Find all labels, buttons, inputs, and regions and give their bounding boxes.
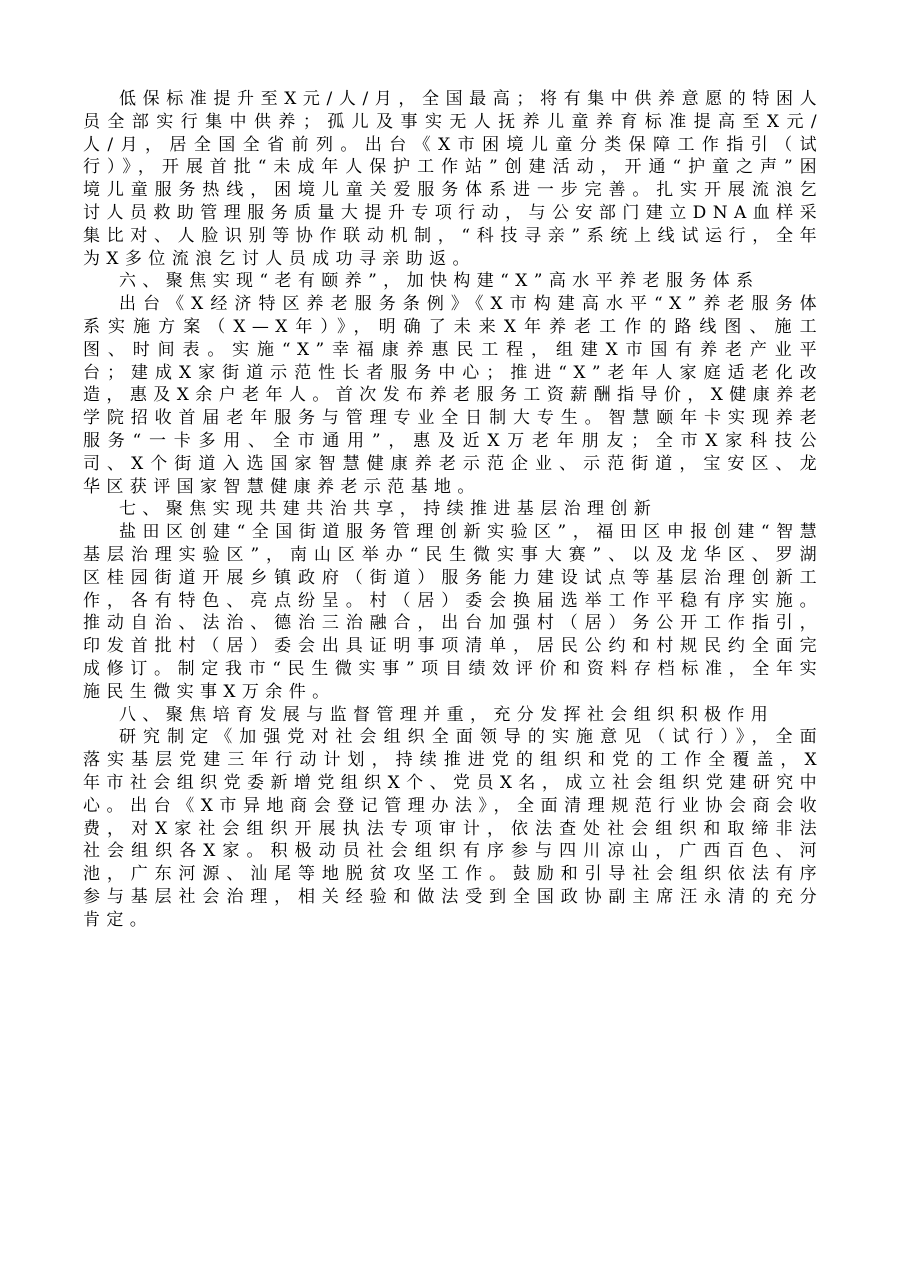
section-heading-6: 六、聚焦实现“老有颐养”，加快构建“X”高水平养老服务体系	[119, 271, 760, 292]
body-paragraph: 研究制定《加强党对社会组织全面领导的实施意见（试行）》，全面落实基层党建三年行动计划，持续推进党的组织和党的工作全覆盖，X年市社会组织党委新增党组织X个、党员X名，成立社会组织党建研究中心。出台《X市异地商会登记管理办法》，全面清理规范行业协会商会收费，对X家社会组织开展执法专项审计，依法查处社会组织和取缔非法社会组织各X家。积极动员社会组织有序参与四川凉山，广西百色、河池，广东河源、汕尾等地脱贫攻坚工作。鼓励和引导社会组织依法有序参与基层社会治理，相关经验和做法受到全国政协副主席汪永清的充分肯定。	[83, 727, 823, 930]
section-heading-7: 七、聚焦实现共建共治共享，持续推进基层治理创新	[119, 499, 658, 520]
section-heading-8: 八、聚焦培育发展与监督管理并重，充分发挥社会组织积极作用	[119, 704, 775, 725]
body-paragraph: 出台《X经济特区养老服务条例》《X市构建高水平“X”养老服务体系实施方案（X—X年）》，明确了未来X年养老工作的路线图、施工图、时间表。实施“X”幸福康养惠民工程，组建X市国有养老产业平台；建成X家街道示范性长者服务中心；推进“X”老年人家庭适老化改造，惠及X余户老年人。首次发布养老服务工资薪酬指导价，X健康养老学院招收首届老年服务与管理专业全日制大专生。智慧颐年卡实现养老服务“一卡多用、全市通用”，惠及近X万老年朋友；全市X家科技公司、X个街道入选国家智慧健康养老示范企业、示范街道，宝安区、龙华区获评国家智慧健康养老示范基地。	[83, 294, 823, 497]
body-paragraph: 盐田区创建“全国街道服务管理创新实验区”，福田区申报创建“智慧基层治理实验区”，南山区举办“民生微实事大赛”、以及龙华区、罗湖区桂园街道开展乡镇政府（街道）服务能力建设试点等基层治理创新工作，各有特色、亮点纷呈。村（居）委会换届选举工作平稳有序实施。推动自治、法治、德治三治融合，出台加强村（居）务公开工作指引，印发首批村（居）委会出具证明事项清单，居民公约和村规民约全面完成修订。制定我市“民生微实事”项目绩效评价和资料存档标准，全年实施民生微实事X万余件。	[83, 522, 823, 702]
body-paragraph: 低保标准提升至X元/人/月，全国最高；将有集中供养意愿的特困人员全部实行集中供养；孤儿及事实无人抚养儿童养育标准提高至X元/人/月，居全国全省前列。出台《X市困境儿童分类保障工作指引（试行）》，开展首批“未成年人保护工作站”创建活动，开通“护童之声”困境儿童服务热线，困境儿童关爱服务体系进一步完善。扎实开展流浪乞讨人员救助管理服务质量大提升专项行动，与公安部门建立DNA血样采集比对、人脸识别等协作联动机制，“科技寻亲”系统上线试运行，全年为X多位流浪乞讨人员成功寻亲助返。	[83, 89, 823, 269]
